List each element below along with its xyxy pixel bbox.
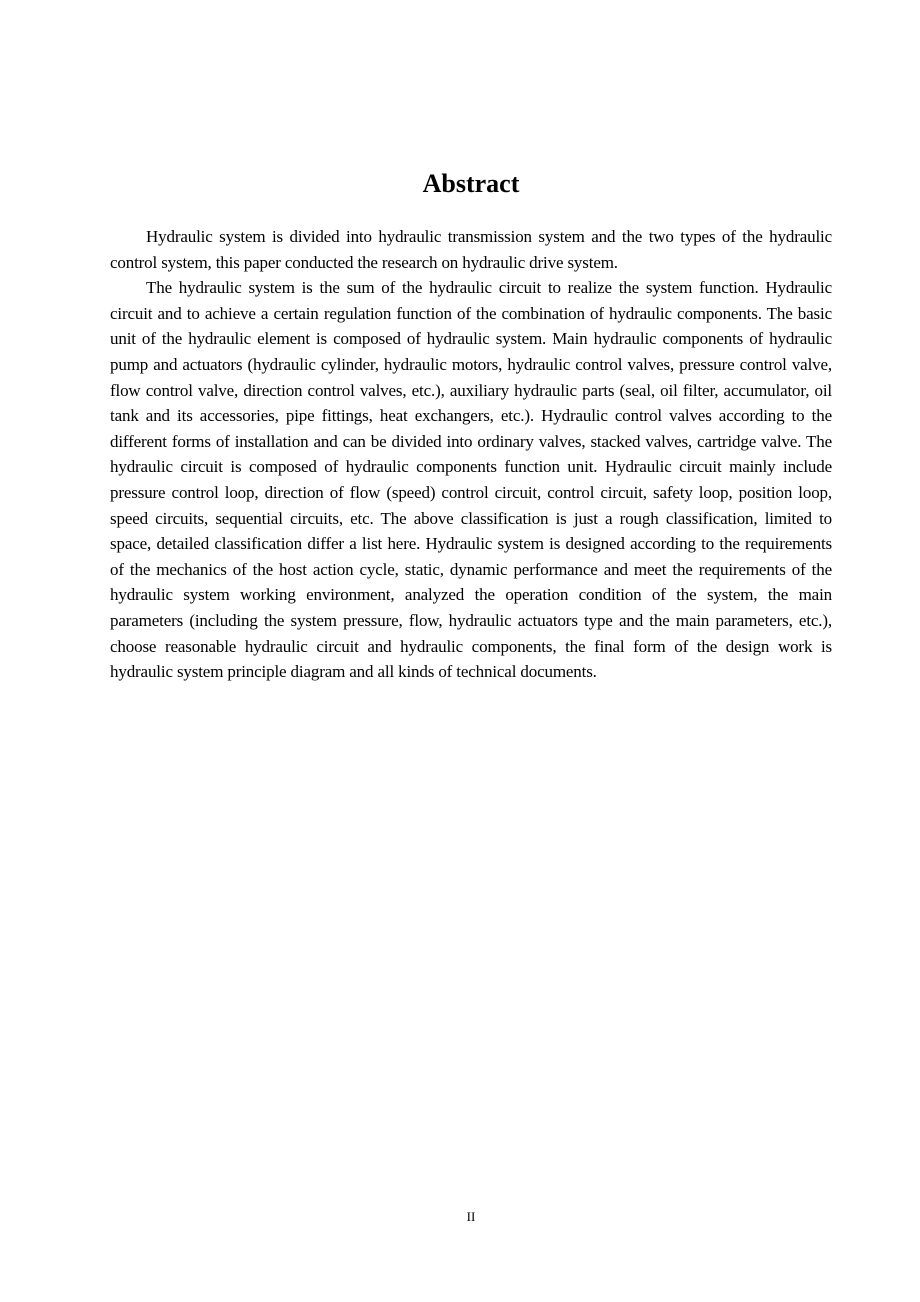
abstract-paragraph-2: The hydraulic system is the sum of the hydraulic circuit to realize the system function. Hydraulic circuit and to achieve a certain regulation function of the combination of hydraulic components. The basic unit of the hydraulic element is composed of hydraulic system. Main hydraulic components of hydraulic pump and actuators (hydraulic cylinder, hydraulic motors, hydraulic control valves, pressure control valve, flow control valve, direction control valves, etc.), auxiliary hydraulic parts (seal, oil filter, accumulator, oil tank and its accessories, pipe fittings, heat exchangers, etc.). Hydraulic control valves according to the different forms of installation and can be divided into ordinary valves, stacked valves, cartridge valve. The hydraulic circuit is composed of hydraulic components function unit. Hydraulic circuit mainly include pressure control loop, direction of flow (speed) control circuit, control circuit, safety loop, position loop, speed circuits, sequential circuits, etc. The above classification is just a rough classification, limited to space, detailed classification differ a list here. Hydraulic system is designed according to the requirements of the mechanics of the host action cycle, static, dynamic performance and meet the requirements of the hydraulic system working environment, analyzed the operation condition of the system, the main parameters (including the system pressure, flow, hydraulic actuators type and the main parameters, etc.), choose reasonable hydraulic circuit and hydraulic components, the final form of the design work is hydraulic system principle diagram and all kinds of technical documents. xyxy=(110,278,832,682)
page-title: Abstract xyxy=(422,169,520,199)
page-number: II xyxy=(466,1209,476,1224)
abstract-paragraph-1: Hydraulic system is divided into hydraulic transmission system and the two types of the hydraulic control system, this paper conducted the research on hydraulic drive system. xyxy=(110,227,832,272)
abstract-body xyxy=(110,224,832,685)
